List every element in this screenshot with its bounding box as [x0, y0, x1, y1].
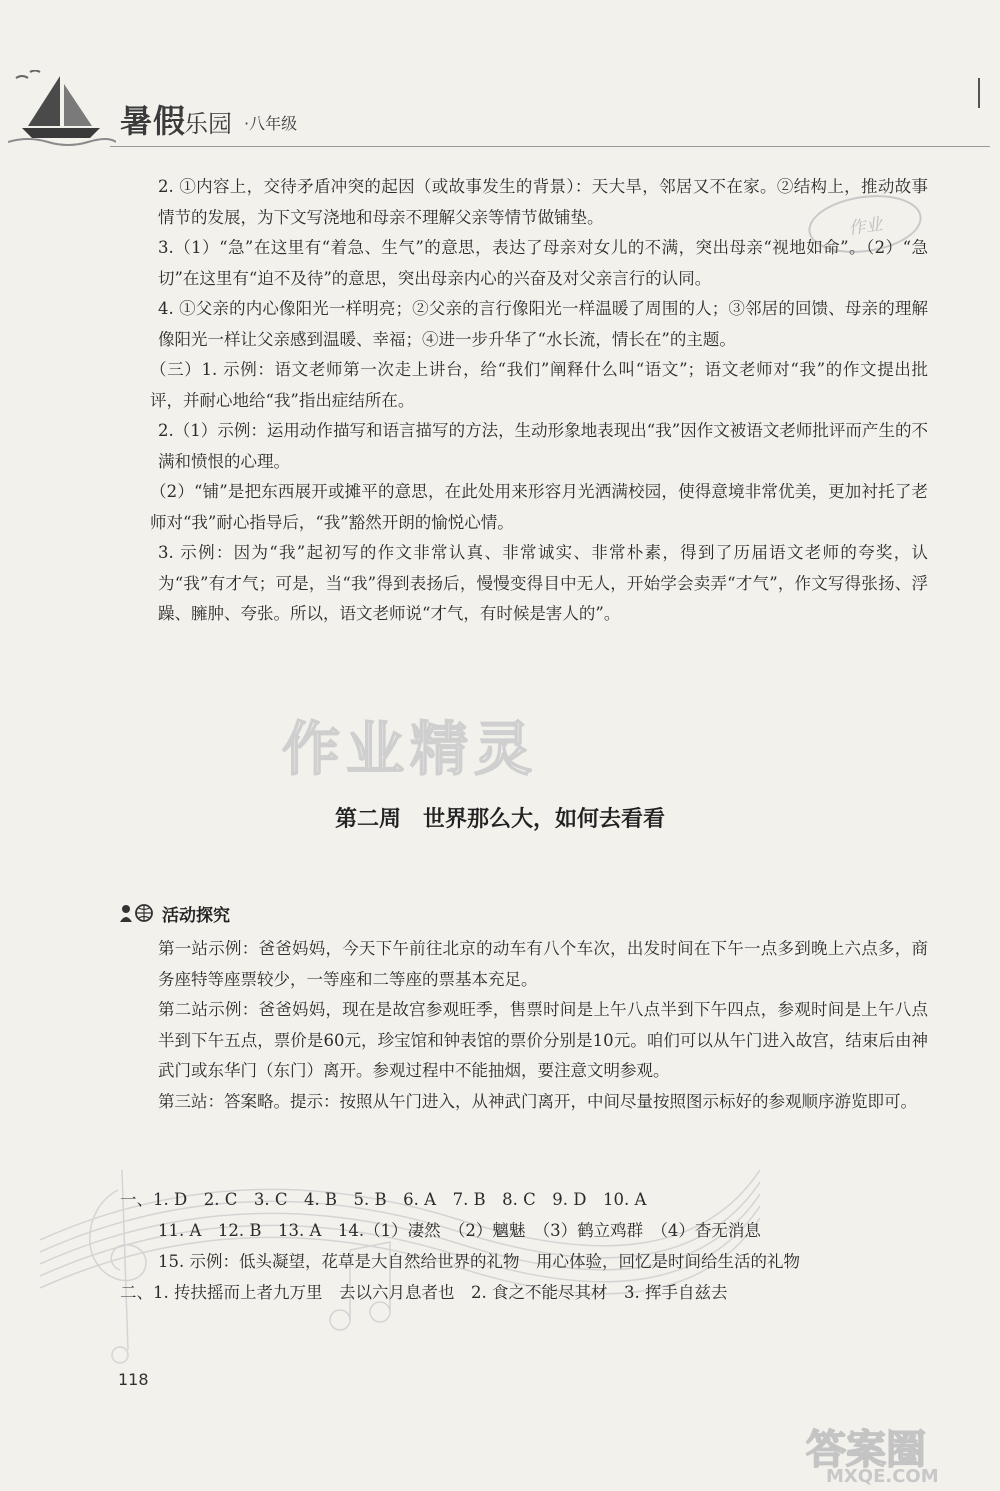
answer-paragraph: 第二站示例：爸爸妈妈，现在是故宫参观旺季，售票时间是上午八点半到下午四点，参观时间是上午八点半到下午五点，票价是60元，珍宝馆和钟表馆的票价分别是10元。咱们可以从午门进入故宫，结束后由神武门或东华门（东门）离开。参观过程中不能抽烟，要注意文明参观。	[158, 1000, 928, 1080]
page-number: 118	[118, 1370, 149, 1389]
answer-paragraph: 第三站：答案略。提示：按照从午门进入，从神武门离开，中间尽量按照图示标好的参观顺序游览即可。	[158, 1091, 917, 1111]
page-header	[0, 0, 1000, 170]
brand-subtitle: 乐园	[184, 110, 232, 138]
brand-title: 暑假	[120, 102, 187, 140]
answer-line: 11. A 12. B 13. A 14.（1）凄然 （2）魑魅 （3）鹤立鸡群 （4）杳无消息	[158, 1221, 761, 1240]
sailboat-icon	[8, 70, 116, 150]
answer-paragraph: 2.（1）示例：运用动作描写和语言描写的方法，生动形象地表现出“我”因作文被语文老师批评而产生的不满和愤恨的心理。	[158, 421, 928, 471]
answer-paragraph: 3.（1）“急”在这里有“着急、生气”的意思，表达了母亲对女儿的不满，突出母亲“视地如命”。（2）“急切”在这里有“迫不及待”的意思，突出母亲内心的兴奋及对父亲言行的认同。	[158, 238, 928, 288]
answer-line: 15. 示例：低头凝望，花草是大自然给世界的礼物 用心体验，回忆是时间给生活的礼物	[158, 1252, 800, 1271]
activity-title: 活动探究	[162, 905, 230, 926]
section-title: 第二周 世界那么大，如何去看看	[334, 807, 665, 832]
answer-paragraph: 4. ①父亲的内心像阳光一样明亮；②父亲的言行像阳光一样温暖了周围的人；③邻居的回馈、母亲的理解像阳光一样让父亲感到温暖、幸福；④进一步升华了“水长流，情长在”的主题。	[158, 299, 928, 349]
answer-paragraph: （三）1. 示例：语文老师第一次走上讲台，给“我们”阐释什么叫“语文”；语文老师对“我”的作文提出批评，并耐心地给“我”指出症结所在。	[150, 360, 928, 410]
activity-heading	[120, 900, 230, 926]
header-divider	[110, 146, 990, 147]
watermark-stamp: 作业	[805, 188, 926, 259]
watermark-corner-url: MXQE.COM	[826, 1466, 939, 1487]
edge-mark	[978, 78, 980, 108]
answer-paragraph: 2. ①内容上，交待矛盾冲突的起因（或故事发生的背景）：天大旱，邻居又不在家。②结构上，推动故事情节的发展，为下文写浇地和母亲不理解父亲等情节做铺垫。	[158, 177, 928, 227]
watermark-corner-logo: 答案圈	[806, 1427, 926, 1473]
multiple-choice-answers	[120, 1184, 920, 1308]
answer-line: 一、1. D 2. C 3. C 4. B 5. B 6. A 7. B 8. C 9. D 10. A	[120, 1190, 647, 1209]
people-globe-icon	[120, 903, 154, 923]
answer-line: 二、1. 抟扶摇而上者九万里 去以六月息者也 2. 食之不能尽其材 3. 挥手自兹去	[120, 1283, 728, 1302]
answer-paragraph: 3. 示例：因为“我”起初写的作文非常认真、非常诚实、非常朴素，得到了历届语文老师的夸奖，认为“我”有才气；可是，当“我”得到表扬后，慢慢变得目中无人，开始学会卖弄“才气”，作文写得张扬、浮躁、臃肿、夸张。所以，语文老师说“才气，有时候是害人的”。	[158, 543, 928, 623]
section-1-answers	[150, 172, 928, 630]
grade-label: ·八年级	[244, 114, 298, 133]
watermark-center: 作业精灵	[282, 715, 539, 783]
answer-paragraph: （2）“铺”是把东西展开或摊平的意思，在此处用来形容月光洒满校园，使得意境非常优美，更加衬托了老师对“我”耐心指导后，“我”豁然开朗的愉悦心情。	[150, 482, 928, 532]
answer-paragraph: 第一站示例：爸爸妈妈，今天下午前往北京的动车有八个车次，出发时间在下午一点多到晚上六点多，商务座特等座票较少，一等座和二等座的票基本充足。	[158, 939, 928, 989]
activity-answers	[158, 934, 928, 1117]
